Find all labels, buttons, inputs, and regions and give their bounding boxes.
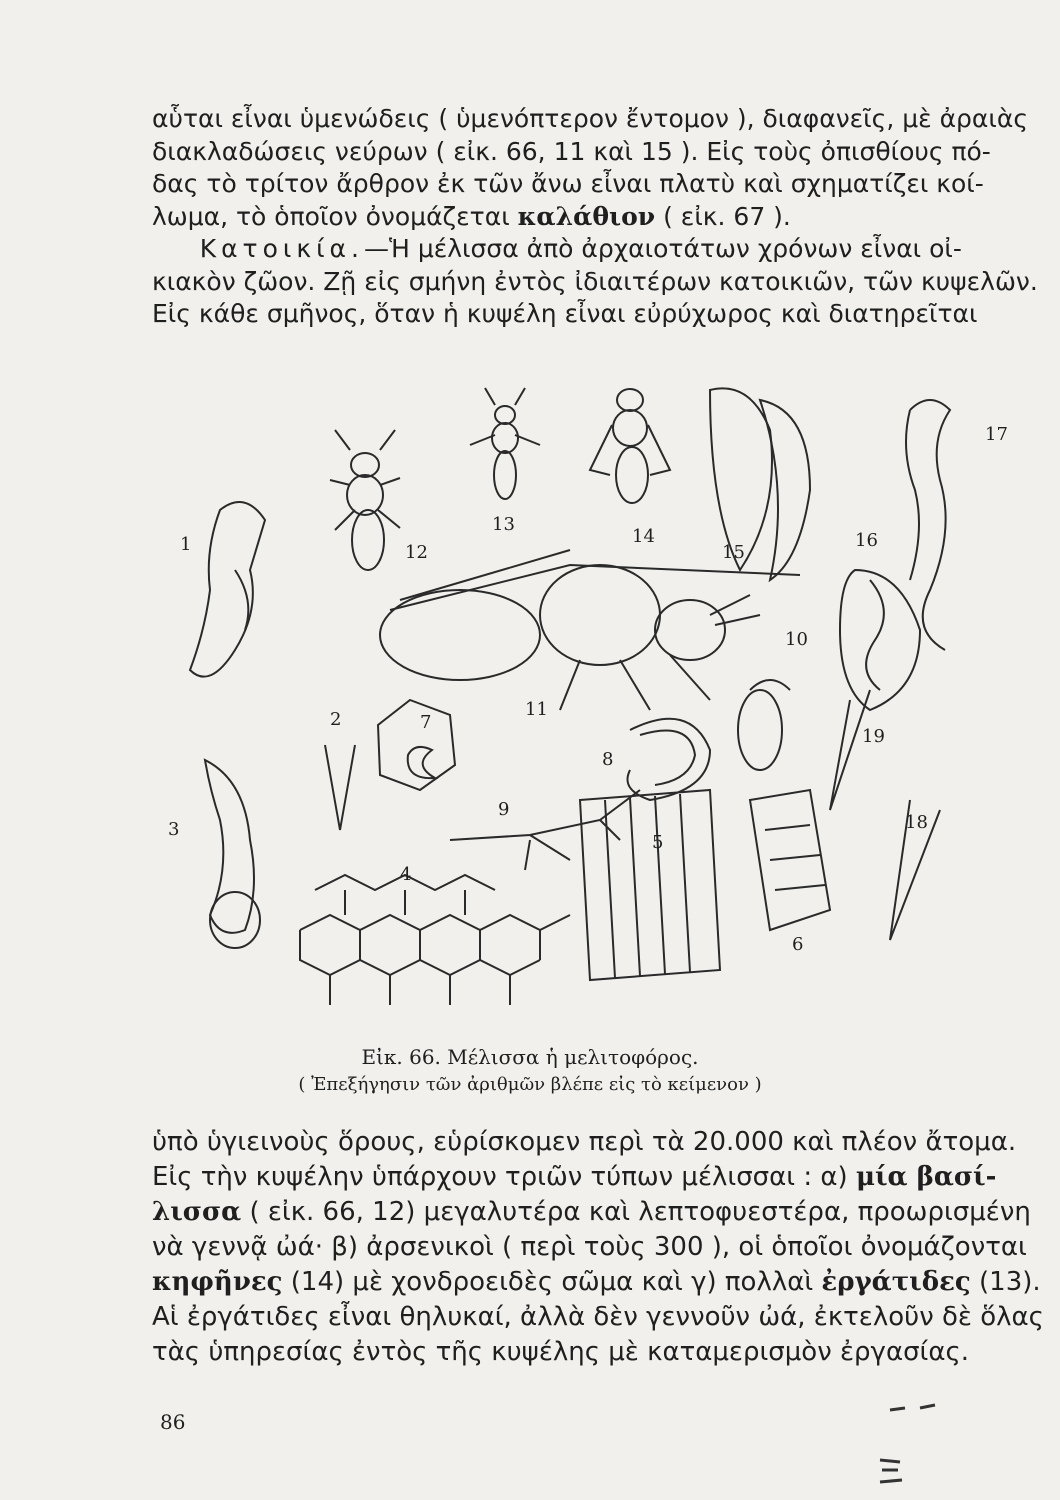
keyword-ergatides: ἐργάτιδες (821, 1267, 971, 1297)
figure-label-15: 15 (722, 542, 745, 563)
paragraph-bottom (152, 1125, 1044, 1370)
bee-leg-drawing-1 (190, 502, 265, 677)
text-line (152, 201, 1004, 234)
text-line (152, 1195, 1031, 1230)
figure-label-17: 17 (985, 424, 1008, 445)
figure-label-12: 12 (405, 542, 428, 563)
drone-bee-drawing (590, 389, 670, 503)
section-heading-katoikia: Κατοικία. (199, 234, 364, 263)
text-fragment: —Ἡ μέλισσα ἀπὸ ἀρχαιοτάτων χρόνων εἶναι οἰ- (364, 234, 962, 263)
stinger-drawing (325, 745, 355, 830)
text-line (152, 1160, 1004, 1195)
text-line: Αἱ ἐργάτιδες εἶναι θηλυκαί, ἀλλὰ δὲν γεννοῦν ὠά, ἐκτελοῦν δὲ ὅλας (152, 1302, 1044, 1332)
text-line: αὗται εἶναι ὑμενώδεις ( ὑμενόπτερον ἔντομον ), διαφανεῖς, μὲ ἀραιὰς (152, 104, 1029, 133)
text-line: Εἰς κάθε σμῆνος, ὅταν ἡ κυψέλη εἶναι εὐρύχωρος καὶ διατηρεῖται (152, 299, 978, 328)
keyword-basilissa-end: λισσα (152, 1197, 242, 1227)
text-fragment: λωμα, τὸ ὁποῖον ὀνομάζεται (152, 201, 510, 231)
pupa-drawing (738, 680, 790, 770)
paragraph-top (152, 103, 1038, 331)
ink-marks (860, 1390, 960, 1490)
text-line: κιακὸν ζῶον. Ζῇ εἰς σμήνη ἐντὸς ἰδιαιτέρων κατοικιῶν, τῶν κυψελῶν. (152, 266, 1038, 296)
bee-leg-drawing-3 (205, 760, 260, 948)
text-line: διακλαδώσεις νεύρων ( εἰκ. 66, 11 καὶ 15 ). Εἰς τοὺς ὀπισθίους πό- (152, 136, 991, 166)
figure-label-6: 6 (792, 934, 804, 955)
figure-label-10: 10 (785, 629, 808, 650)
figure-label-16: 16 (855, 530, 878, 551)
figure-label-5: 5 (652, 832, 664, 853)
larva-in-cell-drawing (840, 570, 920, 710)
large-bee-side-view (380, 550, 800, 710)
figure-caption: Εἰκ. 66. Μέλισσα ἡ μελιτοφόρος. (361, 1045, 699, 1069)
stinger-spike-drawing-19 (830, 690, 870, 810)
worker-bee-drawing (470, 388, 540, 499)
figure-label-9: 9 (498, 799, 510, 820)
text-line (152, 233, 1004, 266)
page-number: 86 (160, 1410, 186, 1434)
text-line (152, 1265, 1041, 1300)
figure-label-18: 18 (905, 812, 928, 833)
text-fragment: ( εἰκ. 66, 12) μεγαλυτέρα καὶ λεπτοφυεστέρα, προωρισμένη (249, 1197, 1031, 1227)
figure-label-14: 14 (632, 526, 655, 547)
keyword-kifines: κηφῆνες (152, 1267, 283, 1297)
text-line: δας τὸ τρίτον ἄρθρον ἐκ τῶν ἄνω εἶναι πλατὺ καὶ σχηματίζει κοί- (152, 169, 984, 198)
queen-bee-drawing (330, 430, 400, 570)
figure-label-11: 11 (525, 699, 548, 720)
keyword-kalathion: καλάθιον (517, 201, 656, 231)
figure-caption-note: ( Ἐπεξήγησιν τῶν ἀριθμῶν βλέπε εἰς τὸ κείμενον ) (298, 1074, 762, 1095)
hexagon-cell-drawing (378, 700, 455, 790)
text-line: ὑπὸ ὑγιεινοὺς ὅρους, εὑρίσκομεν περὶ τὰ 20.000 καὶ πλέον ἄτομα. (152, 1127, 1017, 1157)
figure-label-19: 19 (862, 726, 885, 747)
text-line: τὰς ὑπηρεσίας ἐντὸς τῆς κυψέλης μὲ καταμερισμὸν ἐργασίας. (152, 1337, 970, 1367)
text-fragment: ( εἰκ. 67 ). (663, 201, 791, 231)
text-fragment: (13). (979, 1267, 1041, 1297)
curled-larva-drawing (628, 719, 711, 800)
figure-label-13: 13 (492, 514, 515, 535)
text-line: νὰ γεννᾷ ὠά· β) ἀρσενικοὶ ( περὶ τοὺς 300 ), οἱ ὁποῖοι ὀνομάζονται (152, 1232, 1027, 1262)
bee-anatomy-figure (150, 370, 1020, 1030)
wax-cells-drawing (750, 790, 830, 930)
figure-label-1: 1 (180, 534, 192, 555)
figure-label-4: 4 (400, 864, 412, 885)
honeycomb-drawing (300, 875, 570, 1005)
figure-label-8: 8 (602, 749, 614, 770)
figure-label-3: 3 (168, 819, 180, 840)
text-fragment: Εἰς τὴν κυψέλην ὑπάρχουν τριῶν τύπων μέλισσαι : α) (152, 1162, 848, 1192)
figure-label-2: 2 (330, 709, 342, 730)
branch-drawing (450, 790, 640, 870)
figure-label-7: 7 (420, 712, 432, 733)
text-fragment: (14) μὲ χονδροειδὲς σῶμα καὶ γ) πολλαὶ (290, 1267, 814, 1297)
keyword-mia-basilissa: μία βασί- (855, 1162, 997, 1192)
